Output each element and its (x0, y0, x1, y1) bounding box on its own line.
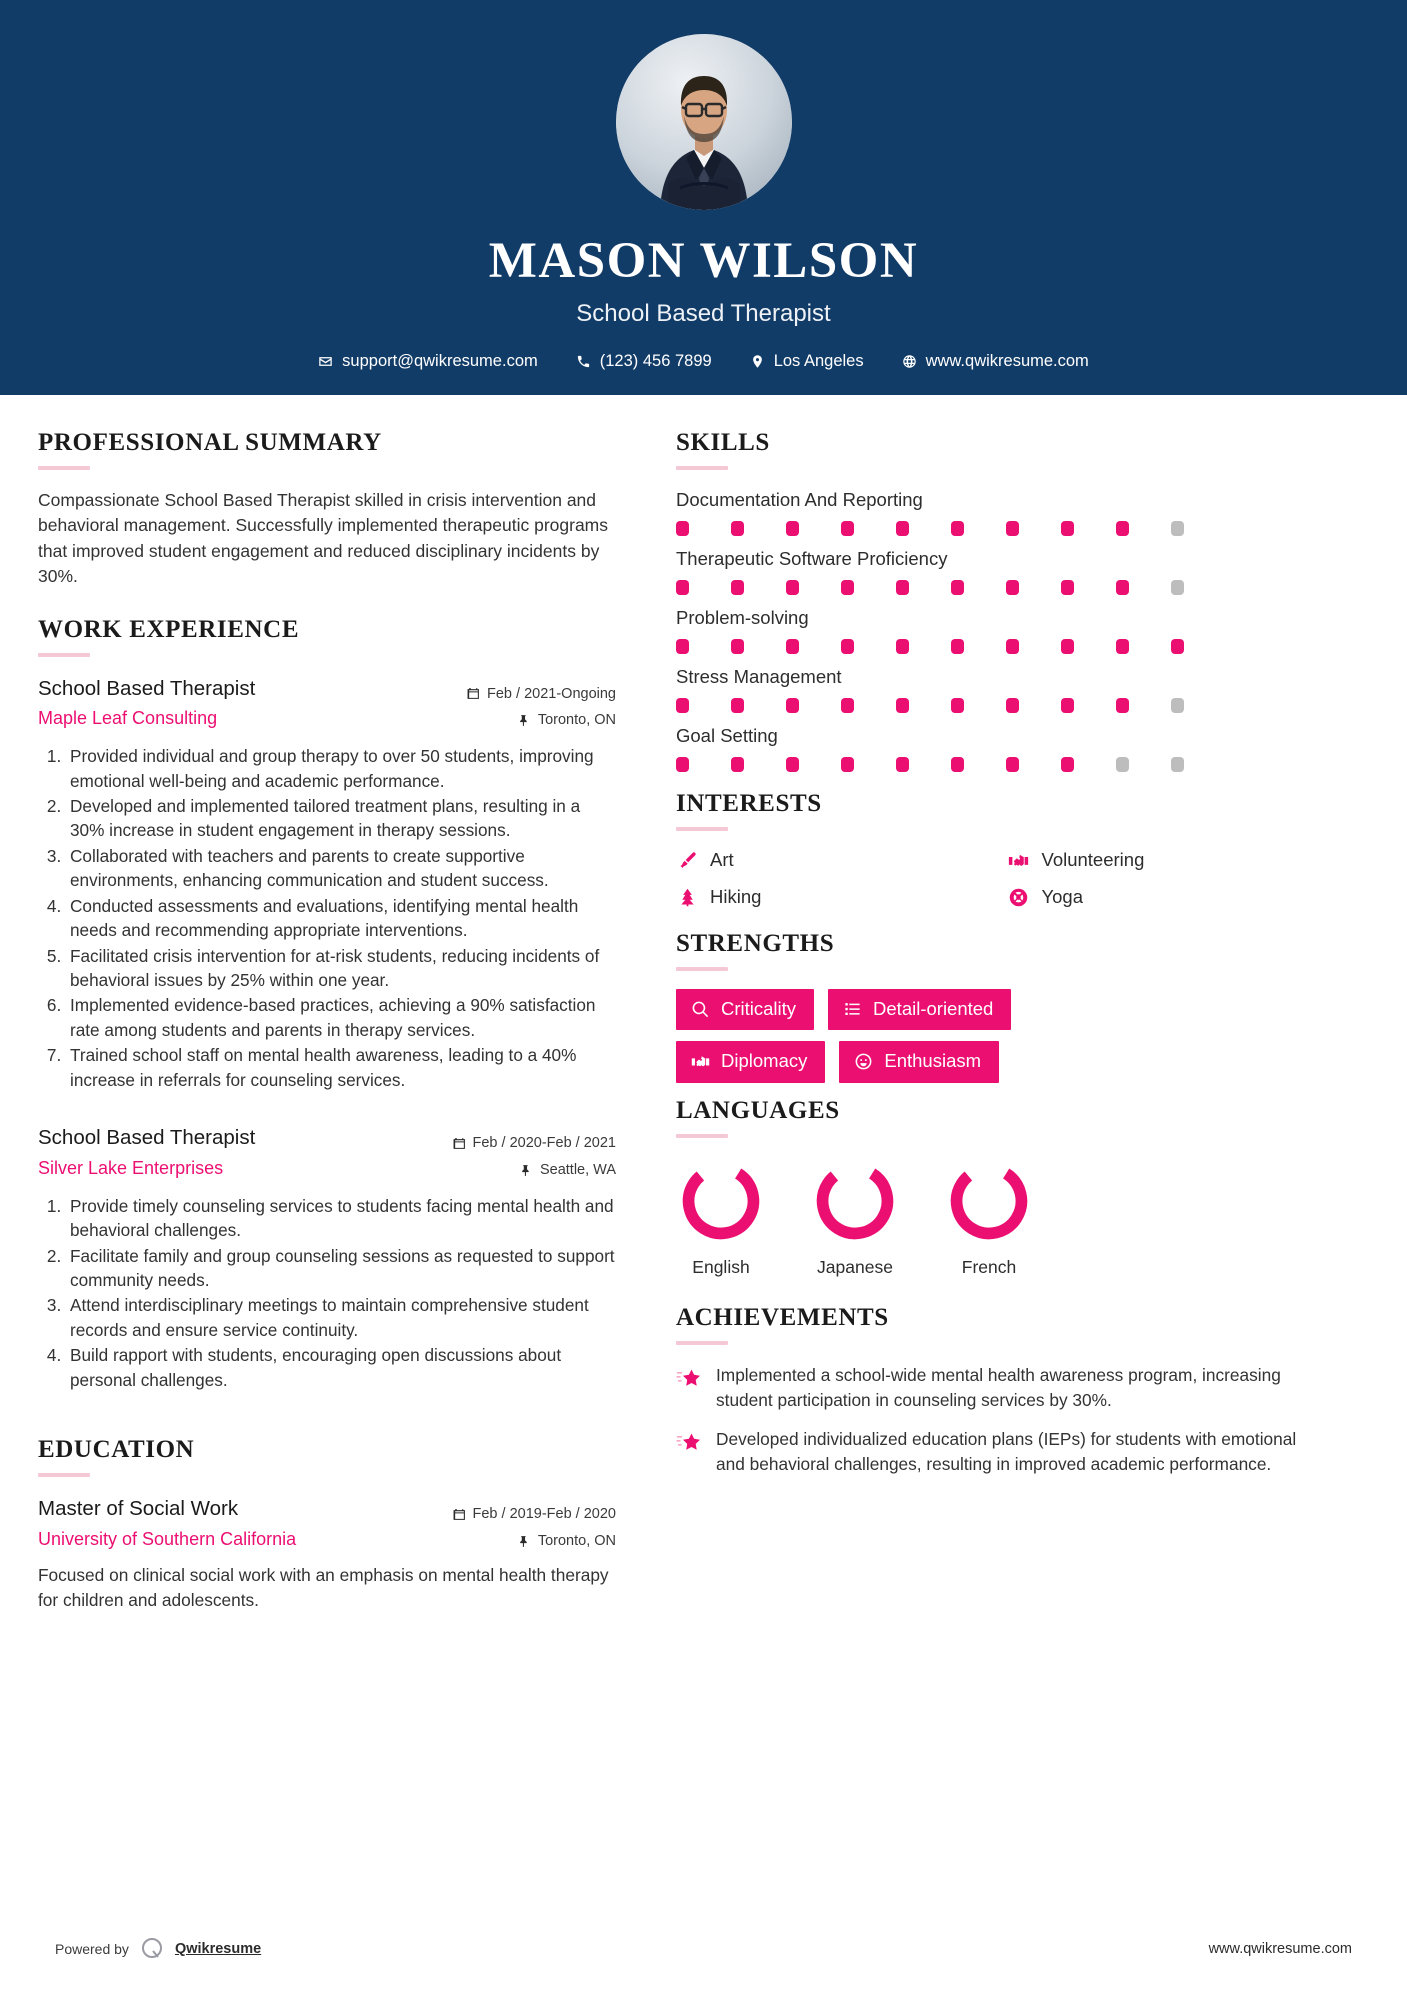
section-rule (676, 1341, 728, 1345)
rating-dot (841, 580, 854, 595)
education-degree: Master of Social Work (38, 1497, 239, 1521)
section-rule (676, 466, 728, 470)
skill-item (676, 724, 1329, 772)
rating-dot (676, 521, 689, 536)
rating-dot (676, 698, 689, 713)
rating-dot (1006, 757, 1019, 772)
education-description: Focused on clinical social work with an emphasis on mental health therapy for children and adolescents. (38, 1564, 609, 1610)
qwikresume-brand-link[interactable]: Qwikresume (174, 1941, 262, 1957)
rating-dot (1006, 698, 1019, 713)
rating-dot (731, 580, 744, 595)
section-languages (676, 1097, 1329, 1278)
rating-dot (951, 521, 964, 536)
section-heading-summary: PROFESSIONAL SUMMARY (38, 429, 382, 456)
rating-dot (1061, 698, 1074, 713)
language-progress-ring (810, 1156, 900, 1246)
section-heading-interests: INTERESTS (676, 790, 822, 818)
rating-dot (951, 580, 964, 595)
rating-dot (951, 757, 964, 772)
experience-dates-line (467, 681, 616, 708)
strength-chip-diplomacy (676, 1041, 825, 1082)
section-rule (676, 967, 728, 971)
star-shooting-icon (676, 1430, 702, 1456)
section-rule (38, 653, 90, 657)
interest-label: Volunteering (1041, 849, 1145, 871)
qwikresume-logo-icon (139, 1936, 165, 1962)
skill-item (676, 547, 1329, 595)
interests-list (676, 849, 1329, 908)
experience-dates: Feb / 2021-Ongoing (487, 685, 616, 702)
rating-dot (841, 757, 854, 772)
skill-rating (676, 757, 1329, 772)
rating-dot (676, 580, 689, 595)
interest-item (1008, 886, 1330, 908)
smiley-icon (854, 1052, 873, 1071)
experience-role: School Based Therapist (38, 1126, 256, 1150)
handshake-icon (1008, 849, 1030, 871)
pin-icon (518, 1535, 531, 1548)
experience-meta (453, 1124, 617, 1184)
strength-label: Criticality (721, 998, 797, 1020)
experience-meta (467, 675, 616, 735)
phone-icon (576, 354, 591, 369)
experience-location: Seattle, WA (539, 1161, 616, 1178)
achievement-text: Developed individualized education plans (IEPs) for students with emotional and behavioral challenges, resulting in improved academic performance. (716, 1428, 1297, 1474)
interest-item (676, 849, 998, 871)
experience-bullet: 1. Provide timely counseling services to students facing mental health and behavioral challenges. (66, 1194, 616, 1243)
section-rule (38, 466, 90, 470)
pin-icon (520, 1164, 533, 1177)
experience-bullets (38, 1194, 616, 1392)
rating-dot (1116, 521, 1129, 536)
rating-dot (676, 639, 689, 654)
education-location: Toronto, ON (537, 1532, 616, 1549)
contact-website[interactable] (883, 352, 1108, 371)
strengths-row (676, 989, 1329, 1030)
rating-dot (1116, 639, 1129, 654)
language-progress-ring (944, 1156, 1034, 1246)
handshake-icon (691, 1052, 710, 1071)
rating-dot (786, 639, 799, 654)
skill-label: Stress Management (676, 666, 842, 688)
experience-location-line (467, 707, 616, 734)
rating-dot (896, 580, 909, 595)
left-column (38, 395, 638, 1623)
experience-company: Maple Leaf Consulting (38, 708, 218, 729)
rating-dot (1006, 639, 1019, 654)
section-education (38, 1436, 616, 1613)
rating-dot (841, 698, 854, 713)
experience-bullet: 7. Trained school staff on mental health awareness, leading to a 40% increase in referrals for counseling services. (66, 1043, 616, 1092)
rating-dot (896, 698, 909, 713)
envelope-icon (318, 354, 333, 369)
skill-label: Problem-solving (676, 607, 809, 629)
powered-by-label: Powered by (55, 1941, 129, 1957)
calendar-icon (453, 1508, 466, 1521)
skill-rating (676, 639, 1329, 654)
strength-label: Diplomacy (721, 1050, 808, 1072)
rating-dot (1061, 521, 1074, 536)
magnifier-icon (691, 1000, 710, 1019)
experience-bullet: 3. Attend interdisciplinary meetings to maintain comprehensive student records and ensure service continuity. (66, 1293, 616, 1342)
rating-dot (1061, 757, 1074, 772)
paintbrush-icon (676, 849, 698, 871)
globe-icon (902, 354, 917, 369)
resume-header (0, 0, 1407, 395)
skill-item (676, 606, 1329, 654)
section-achievements (676, 1304, 1329, 1477)
skill-item (676, 488, 1329, 536)
experience-bullet: 5. Facilitated crisis intervention for at-risk students, reducing incidents of behavioral issues by 25% within one year. (66, 944, 616, 993)
section-heading-strengths: STRENGTHS (676, 930, 835, 958)
education-location-line (453, 1528, 617, 1555)
page-title: MASON WILSON (488, 233, 919, 289)
resume-body (0, 395, 1407, 1623)
experience-bullets (38, 744, 616, 1092)
rating-dot (896, 639, 909, 654)
rating-dot (1171, 757, 1184, 772)
experience-bullet: 6. Implemented evidence-based practices, achieving a 90% satisfaction rate among students and parents in therapy services. (66, 993, 616, 1042)
page-footer (0, 1936, 1407, 1962)
job-title: School Based Therapist (576, 299, 831, 327)
rating-dot (1006, 521, 1019, 536)
contact-email[interactable] (299, 352, 557, 371)
rating-dot (731, 698, 744, 713)
skill-item (676, 665, 1329, 713)
rating-dot (896, 757, 909, 772)
experience-item (38, 1124, 616, 1392)
list-icon (843, 1000, 862, 1019)
footer-website-url[interactable]: www.qwikresume.com (1208, 1941, 1352, 1957)
rating-dot (731, 639, 744, 654)
avatar (616, 34, 792, 210)
interest-label: Yoga (1041, 886, 1084, 908)
strength-label: Detail-oriented (873, 998, 994, 1020)
achievement-item (676, 1363, 1329, 1413)
strengths-row (676, 1041, 1329, 1082)
education-dates: Feb / 2019-Feb / 2020 (472, 1506, 616, 1523)
section-work-experience (38, 616, 616, 1393)
pin-icon (518, 714, 531, 727)
section-skills (676, 429, 1329, 772)
education-dates-line (453, 1501, 617, 1528)
rating-dot (1171, 521, 1184, 536)
language-label: English (692, 1256, 750, 1277)
map-pin-icon (750, 354, 765, 369)
language-item (944, 1156, 1034, 1278)
right-column (638, 395, 1329, 1623)
section-strengths (676, 930, 1329, 1082)
language-label: French (961, 1256, 1017, 1277)
contact-phone[interactable] (557, 352, 731, 371)
rating-dot (1061, 639, 1074, 654)
contact-website-text: www.qwikresume.com (925, 351, 1089, 370)
experience-role: School Based Therapist (38, 676, 256, 700)
interest-item (1008, 849, 1330, 871)
experience-bullet: 4. Conducted assessments and evaluations, identifying mental health needs and recommending appropriate interventions. (66, 894, 616, 943)
rating-dot (786, 757, 799, 772)
languages-list (676, 1156, 1329, 1278)
experience-location-line (453, 1157, 617, 1184)
skill-label: Documentation And Reporting (676, 489, 923, 510)
interest-label: Hiking (710, 886, 762, 908)
experience-item (38, 675, 616, 1093)
rating-dot (786, 580, 799, 595)
strength-chip-detail-oriented (828, 989, 1011, 1030)
rating-dot (1061, 580, 1074, 595)
contact-email-text: support@qwikresume.com (342, 351, 538, 370)
rating-dot (951, 639, 964, 654)
skill-rating (676, 698, 1329, 713)
contact-location-text: Los Angeles (773, 351, 864, 370)
education-item (38, 1495, 616, 1613)
interest-label: Art (710, 849, 734, 871)
rating-dot (841, 521, 854, 536)
language-item (676, 1156, 766, 1278)
interest-item (676, 886, 998, 908)
strength-chip-criticality (676, 989, 814, 1030)
star-shooting-icon (676, 1366, 702, 1392)
rating-dot (731, 521, 744, 536)
lifebuoy-icon (1008, 886, 1030, 908)
section-heading-achievements: ACHIEVEMENTS (676, 1303, 889, 1331)
skill-rating (676, 580, 1329, 595)
language-item (810, 1156, 900, 1278)
section-heading-languages: LANGUAGES (676, 1096, 840, 1124)
rating-dot (786, 521, 799, 536)
experience-bullet: 2. Facilitate family and group counseling sessions as requested to support community needs. (66, 1244, 616, 1293)
section-rule (676, 1134, 728, 1138)
language-label: Japanese (817, 1256, 893, 1277)
rating-dot (1171, 639, 1184, 654)
section-rule (676, 827, 728, 831)
experience-bullet: 4. Build rapport with students, encouraging open discussions about personal challenges. (66, 1343, 616, 1392)
rating-dot (1116, 698, 1129, 713)
rating-dot (1116, 757, 1129, 772)
rating-dot (676, 757, 689, 772)
rating-dot (1171, 698, 1184, 713)
education-meta (453, 1495, 617, 1555)
skill-label: Goal Setting (676, 725, 778, 747)
contact-bar (0, 352, 1407, 371)
experience-dates-line (453, 1130, 617, 1157)
tree-icon (676, 886, 698, 908)
experience-location: Toronto, ON (537, 712, 616, 729)
rating-dot (896, 521, 909, 536)
rating-dot (1116, 580, 1129, 595)
calendar-icon (467, 687, 480, 700)
strength-label: Enthusiasm (884, 1050, 982, 1072)
experience-dates: Feb / 2020-Feb / 2021 (472, 1135, 616, 1152)
skill-rating (676, 521, 1329, 536)
powered-by-block (55, 1936, 261, 1962)
summary-text: Compassionate School Based Therapist skilled in crisis intervention and behavioral management. Successfully implemented therapeutic programs that improved student engagement and reduced disciplinary incidents by 30%. (38, 490, 609, 587)
rating-dot (731, 757, 744, 772)
experience-company: Silver Lake Enterprises (38, 1157, 224, 1178)
experience-bullet: 3. Collaborated with teachers and parents to create supportive environments, enhancing communication and student success. (66, 844, 616, 893)
achievement-text: Implemented a school-wide mental health awareness program, increasing student participation in counseling services by 30%. (716, 1364, 1281, 1410)
achievement-item (676, 1427, 1329, 1477)
skill-label: Therapeutic Software Proficiency (676, 548, 948, 570)
section-heading-work: WORK EXPERIENCE (38, 615, 300, 643)
contact-phone-text: (123) 456 7899 (599, 351, 712, 370)
rating-dot (786, 698, 799, 713)
section-professional-summary (38, 429, 616, 590)
section-interests (676, 790, 1329, 908)
rating-dot (1006, 580, 1019, 595)
strength-chip-enthusiasm (839, 1041, 999, 1082)
section-heading-skills: SKILLS (676, 429, 770, 456)
calendar-icon (453, 1137, 466, 1150)
experience-bullet: 1. Provided individual and group therapy to over 50 students, improving emotional well-being and academic performance. (66, 744, 616, 793)
rating-dot (841, 639, 854, 654)
education-school: University of Southern California (38, 1528, 297, 1549)
section-heading-education: EDUCATION (38, 1436, 195, 1464)
rating-dot (1171, 580, 1184, 595)
language-progress-ring (676, 1156, 766, 1246)
experience-bullet: 2. Developed and implemented tailored treatment plans, resulting in a 30% increase in student engagement in therapy sessions. (66, 794, 616, 843)
section-rule (38, 1473, 90, 1477)
rating-dot (951, 698, 964, 713)
contact-location (731, 352, 883, 371)
